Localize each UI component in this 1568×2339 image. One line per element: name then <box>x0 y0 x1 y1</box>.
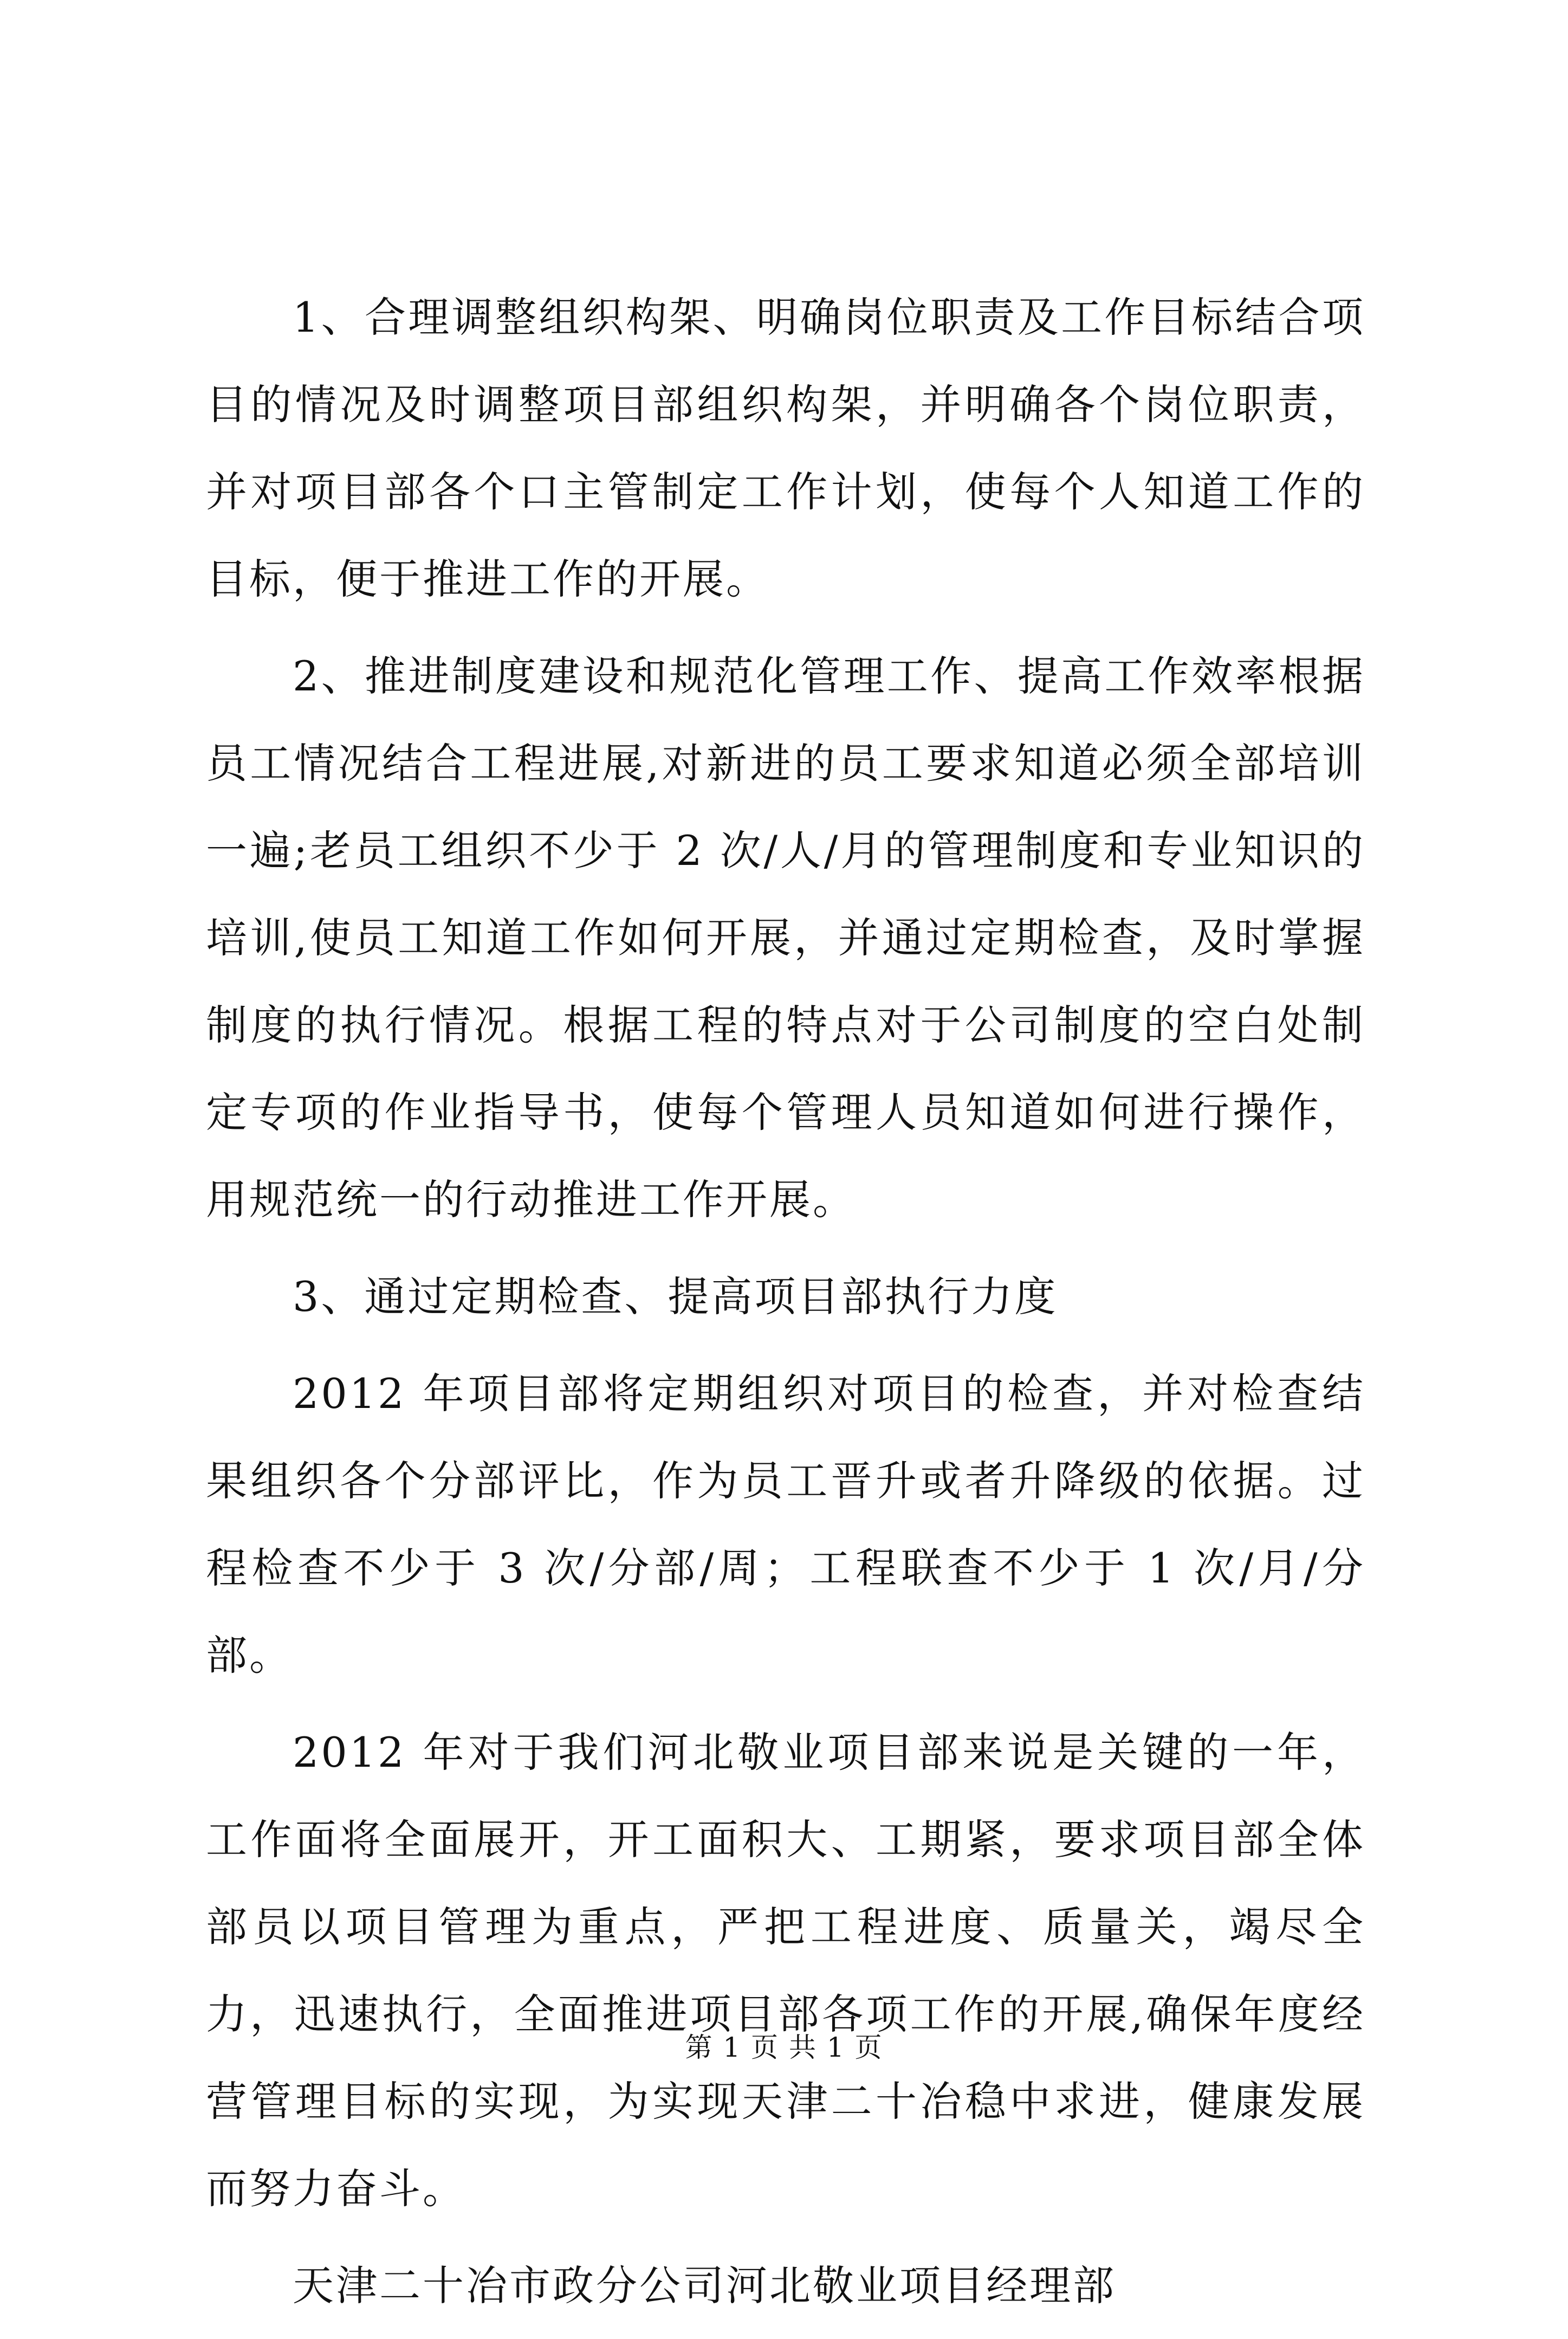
paragraph-inspection-heading: 3、通过定期检查、提高项目部执行力度 <box>293 1272 1058 1321</box>
paragraph-org-structure: 1、合理调整组织构架、明确岗位职责及工作目标结合项目的情况及时调整项目部组织构架，并明确各个岗位职责，并对项目部各个口主管制定工作计划，使每个人知道工作的目标，便于推进工作的开展。 <box>206 293 1365 603</box>
signature-line: 天津二十冶市政分公司河北敬业项目经理部 <box>293 2262 1116 2310</box>
paragraph-system-building: 2、推进制度建设和规范化管理工作、提高工作效率根据员工情况结合工程进展,对新进的员工要求知道必须全部培训一遍;老员工组织不少于 2 次/人/月的管理制度和专业知识的培训,使员工知道工作如何开展，并通过定期检查，及时掌握制度的执行情况。根据工程的特点对于公司制度的空白处制定专项的作业指导书，使每个管理人员知道如何进行操作，用规范统一的行动推进工作开展。 <box>206 652 1365 1224</box>
page-footer: 第 1 页 共 1 页 <box>685 2032 883 2063</box>
paragraph-year-outlook: 2012 年对于我们河北敬业项目部来说是关键的一年，工作面将全面展开，开工面积大、工期紧，要求项目部全体部员以项目管理为重点，严把工程进度、质量关，竭尽全力，迅速执行，全面推进项目部各项工作的开展,确保年度经营管理目标的实现，为实现天津二十冶稳中求进，健康发展而努力奋斗。 <box>206 1728 1365 2213</box>
paragraph-inspection-plan: 2012 年项目部将定期组织对项目的检查，并对检查结果组织各个分部评比，作为员工晋升或者升降级的依据。过程检查不少于 3 次/分部/周；工程联查不少于 1 次/月/分部。 <box>206 1369 1365 1679</box>
